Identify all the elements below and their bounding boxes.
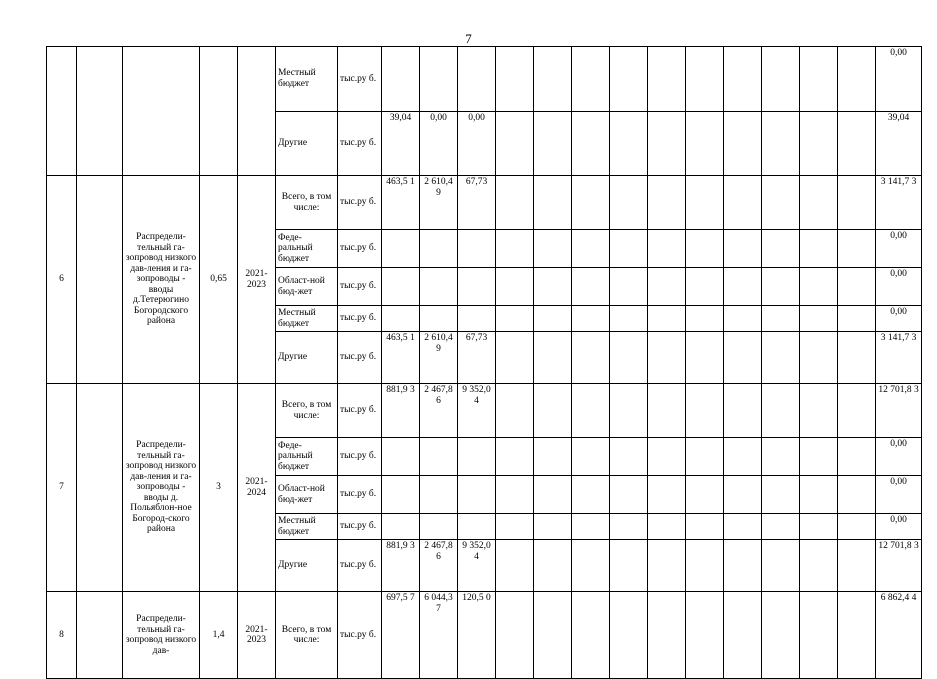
empty-cell	[800, 476, 838, 514]
total-cell: 0,00	[876, 514, 922, 540]
page-number: 7	[465, 31, 472, 46]
value-cell-v2	[420, 268, 458, 306]
unit-cell: тыс.ру б.	[338, 514, 382, 540]
empty-cell	[534, 306, 572, 332]
empty-cell	[496, 230, 534, 268]
source-cell: Местный бюджет	[276, 514, 338, 540]
empty-cell	[648, 111, 686, 176]
carry-title-cell	[123, 47, 200, 176]
value-cell-v1	[382, 476, 420, 514]
empty-cell	[534, 176, 572, 230]
value-cell-v1: 697,5 7	[382, 592, 420, 679]
value-cell-v3	[458, 306, 496, 332]
source-cell: Феде-ральный бюджет	[276, 438, 338, 476]
empty-cell	[572, 306, 610, 332]
empty-cell	[686, 47, 724, 112]
empty-cell	[724, 540, 762, 592]
project-length: 0,65	[200, 176, 238, 384]
empty-cell	[572, 176, 610, 230]
value-cell-v2: 2 467,8 6	[420, 540, 458, 592]
empty-cell	[838, 540, 876, 592]
empty-cell	[610, 176, 648, 230]
empty-cell	[496, 306, 534, 332]
empty-cell	[686, 384, 724, 438]
total-cell: 0,00	[876, 268, 922, 306]
empty-cell	[496, 592, 534, 679]
project-blank-cell	[77, 384, 123, 592]
empty-cell	[648, 438, 686, 476]
empty-cell	[610, 111, 648, 176]
empty-cell	[610, 306, 648, 332]
empty-cell	[800, 438, 838, 476]
project-number: 8	[47, 592, 77, 679]
carry-length-cell	[200, 47, 238, 176]
empty-cell	[686, 176, 724, 230]
value-cell-v2	[420, 514, 458, 540]
empty-cell	[648, 514, 686, 540]
program-table	[46, 46, 922, 679]
total-cell: 0,00	[876, 47, 922, 112]
value-cell-v2: 0,00	[420, 111, 458, 176]
empty-cell	[572, 230, 610, 268]
empty-cell	[648, 476, 686, 514]
empty-cell	[534, 540, 572, 592]
empty-cell	[762, 306, 800, 332]
unit-cell: тыс.ру б.	[338, 540, 382, 592]
empty-cell	[724, 176, 762, 230]
value-cell-v2	[420, 230, 458, 268]
empty-cell	[686, 306, 724, 332]
empty-cell	[800, 384, 838, 438]
source-cell: Местный бюджет	[276, 47, 338, 112]
project-years: 2021-2023	[238, 176, 276, 384]
empty-cell	[724, 514, 762, 540]
value-cell-v2: 2 610,4 9	[420, 176, 458, 230]
empty-cell	[572, 111, 610, 176]
empty-cell	[496, 476, 534, 514]
value-cell-v3: 9 352,0 4	[458, 540, 496, 592]
value-cell-v1: 39,04	[382, 111, 420, 176]
empty-cell	[496, 332, 534, 384]
empty-cell	[572, 476, 610, 514]
empty-cell	[762, 592, 800, 679]
empty-cell	[610, 230, 648, 268]
empty-cell	[838, 268, 876, 306]
empty-cell	[800, 306, 838, 332]
empty-cell	[800, 268, 838, 306]
value-cell-v3	[458, 47, 496, 112]
empty-cell	[838, 47, 876, 112]
empty-cell	[648, 306, 686, 332]
empty-cell	[610, 384, 648, 438]
empty-cell	[686, 476, 724, 514]
total-cell: 3 141,7 3	[876, 176, 922, 230]
project-name: Распредели-тельный га-зопровод низкого дав-	[123, 592, 200, 679]
empty-cell	[534, 514, 572, 540]
empty-cell	[534, 438, 572, 476]
source-cell: Другие	[276, 111, 338, 176]
empty-cell	[724, 230, 762, 268]
empty-cell	[800, 592, 838, 679]
table-row	[47, 47, 922, 112]
empty-cell	[534, 268, 572, 306]
total-cell: 39,04	[876, 111, 922, 176]
project-name: Распредели-тельный га-зопровод низкого дав-ления и га-зопроводы - вводы д. Польяблон-ное Богород-ского района	[123, 384, 200, 592]
empty-cell	[572, 384, 610, 438]
empty-cell	[838, 332, 876, 384]
total-cell: 0,00	[876, 230, 922, 268]
value-cell-v3	[458, 268, 496, 306]
empty-cell	[762, 176, 800, 230]
value-cell-v2	[420, 47, 458, 112]
empty-cell	[534, 592, 572, 679]
empty-cell	[496, 540, 534, 592]
empty-cell	[762, 476, 800, 514]
empty-cell	[724, 47, 762, 112]
empty-cell	[800, 176, 838, 230]
project-years: 2021-2024	[238, 384, 276, 592]
empty-cell	[686, 332, 724, 384]
empty-cell	[572, 47, 610, 112]
empty-cell	[762, 540, 800, 592]
empty-cell	[838, 514, 876, 540]
empty-cell	[838, 476, 876, 514]
empty-cell	[838, 306, 876, 332]
empty-cell	[648, 268, 686, 306]
empty-cell	[800, 47, 838, 112]
value-cell-v3	[458, 514, 496, 540]
value-cell-v3: 0,00	[458, 111, 496, 176]
table-row	[47, 592, 922, 679]
unit-cell: тыс.ру б.	[338, 332, 382, 384]
empty-cell	[762, 111, 800, 176]
value-cell-v3	[458, 230, 496, 268]
project-number: 6	[47, 176, 77, 384]
source-cell: Местный бюджет	[276, 306, 338, 332]
empty-cell	[648, 384, 686, 438]
unit-cell: тыс.ру б.	[338, 306, 382, 332]
empty-cell	[724, 332, 762, 384]
empty-cell	[610, 47, 648, 112]
value-cell-v2: 2 610,4 9	[420, 332, 458, 384]
carry-name-cell	[77, 47, 123, 176]
empty-cell	[534, 47, 572, 112]
value-cell-v3: 67,73	[458, 176, 496, 230]
empty-cell	[648, 540, 686, 592]
total-cell: 0,00	[876, 476, 922, 514]
empty-cell	[762, 47, 800, 112]
value-cell-v2: 6 044,3 7	[420, 592, 458, 679]
empty-cell	[534, 384, 572, 438]
empty-cell	[572, 438, 610, 476]
empty-cell	[724, 592, 762, 679]
empty-cell	[724, 306, 762, 332]
total-cell: 0,00	[876, 306, 922, 332]
project-blank-cell	[77, 592, 123, 679]
empty-cell	[610, 268, 648, 306]
unit-cell: тыс.ру б.	[338, 47, 382, 112]
empty-cell	[762, 230, 800, 268]
source-cell: Другие	[276, 332, 338, 384]
empty-cell	[800, 540, 838, 592]
source-cell: Област-ной бюд-жет	[276, 268, 338, 306]
project-length: 1,4	[200, 592, 238, 679]
empty-cell	[724, 268, 762, 306]
table-row	[47, 176, 922, 230]
empty-cell	[496, 111, 534, 176]
empty-cell	[838, 438, 876, 476]
project-length: 3	[200, 384, 238, 592]
empty-cell	[534, 230, 572, 268]
table-body	[47, 47, 922, 679]
total-cell: 6 862,4 4	[876, 592, 922, 679]
empty-cell	[724, 111, 762, 176]
unit-cell: тыс.ру б.	[338, 592, 382, 679]
total-cell: 3 141,7 3	[876, 332, 922, 384]
value-cell-v2: 2 467,8 6	[420, 384, 458, 438]
empty-cell	[762, 384, 800, 438]
empty-cell	[496, 384, 534, 438]
empty-cell	[572, 514, 610, 540]
empty-cell	[800, 230, 838, 268]
value-cell-v1	[382, 268, 420, 306]
empty-cell	[572, 592, 610, 679]
value-cell-v3	[458, 438, 496, 476]
empty-cell	[838, 176, 876, 230]
empty-cell	[838, 384, 876, 438]
source-cell: Всего, в том числе:	[276, 592, 338, 679]
empty-cell	[686, 438, 724, 476]
empty-cell	[686, 230, 724, 268]
carry-years-cell	[238, 47, 276, 176]
source-cell: Феде-ральный бюджет	[276, 230, 338, 268]
value-cell-v2	[420, 438, 458, 476]
unit-cell: тыс.ру б.	[338, 438, 382, 476]
empty-cell	[686, 111, 724, 176]
unit-cell: тыс.ру б.	[338, 111, 382, 176]
empty-cell	[762, 332, 800, 384]
value-cell-v1: 881,9 3	[382, 384, 420, 438]
value-cell-v2	[420, 476, 458, 514]
unit-cell: тыс.ру б.	[338, 268, 382, 306]
project-blank-cell	[77, 176, 123, 384]
carry-num-cell	[47, 47, 77, 176]
empty-cell	[800, 332, 838, 384]
empty-cell	[610, 592, 648, 679]
empty-cell	[838, 230, 876, 268]
empty-cell	[648, 230, 686, 268]
empty-cell	[572, 268, 610, 306]
value-cell-v2	[420, 306, 458, 332]
empty-cell	[686, 514, 724, 540]
empty-cell	[686, 268, 724, 306]
source-cell: Другие	[276, 540, 338, 592]
empty-cell	[648, 592, 686, 679]
empty-cell	[724, 476, 762, 514]
empty-cell	[724, 384, 762, 438]
empty-cell	[800, 514, 838, 540]
empty-cell	[686, 540, 724, 592]
value-cell-v1: 463,5 1	[382, 176, 420, 230]
project-years: 2021-2023	[238, 592, 276, 679]
value-cell-v1	[382, 306, 420, 332]
value-cell-v1	[382, 230, 420, 268]
empty-cell	[496, 438, 534, 476]
empty-cell	[762, 438, 800, 476]
empty-cell	[534, 111, 572, 176]
value-cell-v3: 120,5 0	[458, 592, 496, 679]
empty-cell	[496, 176, 534, 230]
empty-cell	[762, 268, 800, 306]
value-cell-v1	[382, 438, 420, 476]
project-number: 7	[47, 384, 77, 592]
value-cell-v1	[382, 47, 420, 112]
empty-cell	[572, 540, 610, 592]
empty-cell	[724, 438, 762, 476]
table-row	[47, 384, 922, 438]
source-cell: Всего, в том числе:	[276, 384, 338, 438]
unit-cell: тыс.ру б.	[338, 176, 382, 230]
empty-cell	[838, 592, 876, 679]
empty-cell	[648, 332, 686, 384]
empty-cell	[610, 476, 648, 514]
empty-cell	[686, 592, 724, 679]
value-cell-v3: 67,73	[458, 332, 496, 384]
total-cell: 0,00	[876, 438, 922, 476]
source-cell: Всего, в том числе:	[276, 176, 338, 230]
value-cell-v1	[382, 514, 420, 540]
value-cell-v3: 9 352,0 4	[458, 384, 496, 438]
empty-cell	[800, 111, 838, 176]
value-cell-v1: 463,5 1	[382, 332, 420, 384]
empty-cell	[496, 47, 534, 112]
empty-cell	[610, 332, 648, 384]
empty-cell	[534, 332, 572, 384]
empty-cell	[610, 514, 648, 540]
unit-cell: тыс.ру б.	[338, 384, 382, 438]
empty-cell	[572, 332, 610, 384]
empty-cell	[648, 47, 686, 112]
total-cell: 12 701,8 3	[876, 384, 922, 438]
empty-cell	[496, 514, 534, 540]
empty-cell	[762, 514, 800, 540]
value-cell-v1: 881,9 3	[382, 540, 420, 592]
project-name: Распредели-тельный га-зопровод низкого дав-ления и га-зопроводы - вводы д.Тетерюгино Богородского района	[123, 176, 200, 384]
empty-cell	[648, 176, 686, 230]
empty-cell	[610, 438, 648, 476]
unit-cell: тыс.ру б.	[338, 476, 382, 514]
empty-cell	[496, 268, 534, 306]
value-cell-v3	[458, 476, 496, 514]
empty-cell	[838, 111, 876, 176]
empty-cell	[610, 540, 648, 592]
total-cell: 12 701,8 3	[876, 540, 922, 592]
empty-cell	[534, 476, 572, 514]
unit-cell: тыс.ру б.	[338, 230, 382, 268]
source-cell: Област-ной бюд-жет	[276, 476, 338, 514]
